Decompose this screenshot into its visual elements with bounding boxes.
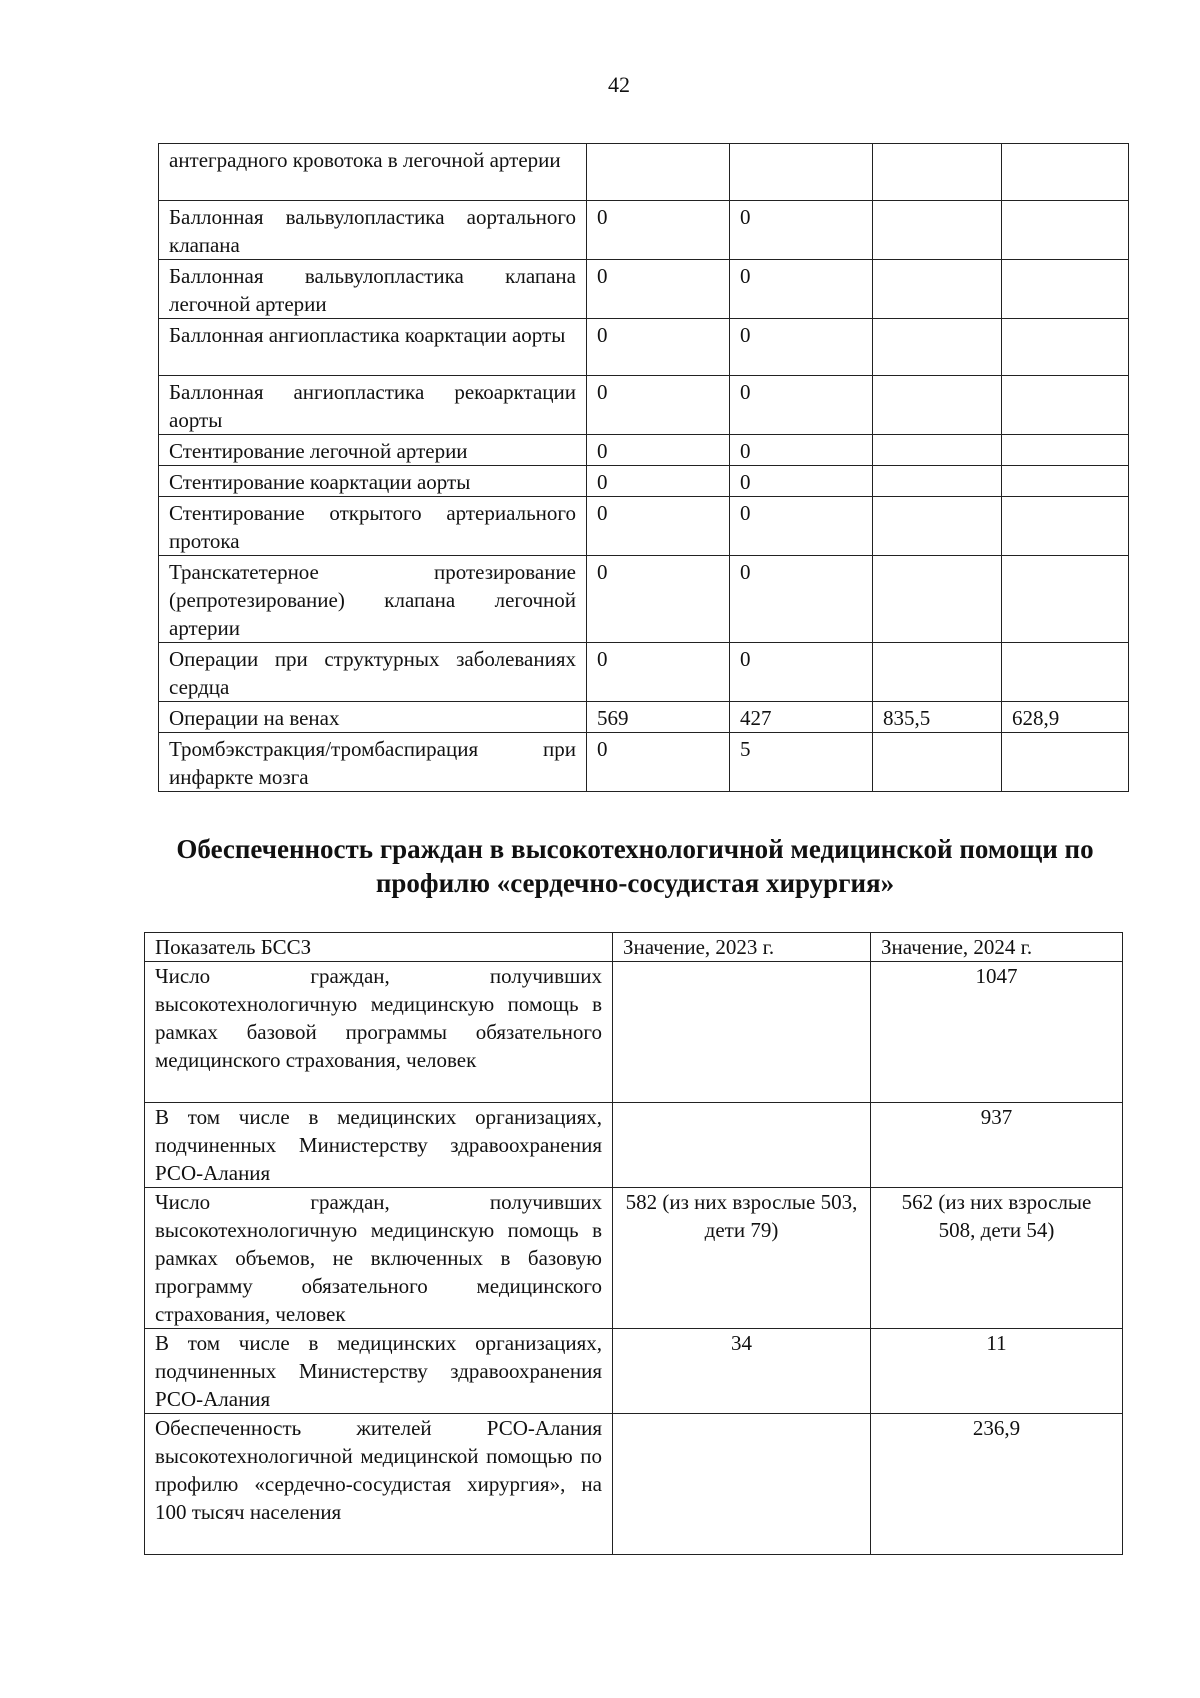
table-row	[145, 1414, 1123, 1555]
procedure-name: Стентирование коарктации аорты	[159, 466, 587, 497]
value-cell	[1002, 376, 1129, 435]
table-row	[159, 733, 1129, 792]
value-cell	[873, 435, 1002, 466]
table-row	[159, 435, 1129, 466]
value-cell: 835,5	[873, 702, 1002, 733]
table-row	[159, 466, 1129, 497]
procedure-name: Операции при структурных заболеваниях сердца	[159, 643, 587, 702]
page-number: 42	[608, 72, 630, 97]
value-cell: 0	[587, 733, 730, 792]
value-cell: 0	[587, 260, 730, 319]
value-cell: 0	[587, 201, 730, 260]
value-cell	[1002, 556, 1129, 643]
column-header-2023: Значение, 2023 г.	[613, 933, 871, 962]
value-2024-cell: 11	[871, 1329, 1123, 1414]
value-cell: 0	[587, 556, 730, 643]
value-cell: 0	[730, 497, 873, 556]
table-row	[145, 962, 1123, 1103]
value-cell	[873, 260, 1002, 319]
value-2024-cell: 937	[871, 1103, 1123, 1188]
value-cell: 0	[730, 376, 873, 435]
procedures-table	[158, 143, 1129, 792]
section-title: Обеспеченность граждан в высокотехнологичной медицинской помощи по профилю «сердечно-сосудистая хирургия»	[176, 834, 1094, 898]
value-2024-cell: 562 (из них взрослые 508, дети 54)	[871, 1188, 1123, 1329]
value-cell: 628,9	[1002, 702, 1129, 733]
value-cell: 0	[730, 260, 873, 319]
procedure-name: Стентирование легочной артерии	[159, 435, 587, 466]
column-header-2024: Значение, 2024 г.	[871, 933, 1123, 962]
value-cell	[873, 201, 1002, 260]
value-cell	[873, 497, 1002, 556]
value-cell: 0	[587, 376, 730, 435]
value-cell	[873, 556, 1002, 643]
value-2024-cell: 236,9	[871, 1414, 1123, 1555]
table-row	[159, 376, 1129, 435]
procedure-name: Тромбэкстракция/тромбаспирация при инфаркте мозга	[159, 733, 587, 792]
value-cell: 0	[587, 497, 730, 556]
value-cell: 0	[730, 466, 873, 497]
procedure-name: Баллонная вальвулопластика клапана легочной артерии	[159, 260, 587, 319]
value-cell	[873, 466, 1002, 497]
indicator-cell: Число граждан, получивших высокотехнологичную медицинскую помощь в рамках объемов, не включенных в базовую программу обязательного медицинского страхования, человек	[145, 1188, 613, 1329]
table-row	[145, 1103, 1123, 1188]
value-cell	[873, 376, 1002, 435]
indicator-cell: Число граждан, получивших высокотехнологичную медицинскую помощь в рамках базовой программы обязательного медицинского страхования, человек	[145, 962, 613, 1103]
value-cell	[1002, 144, 1129, 201]
value-cell	[1002, 319, 1129, 376]
value-2023-cell	[613, 1103, 871, 1188]
table-row	[159, 144, 1129, 201]
table-header-row	[145, 933, 1123, 962]
value-2023-cell: 582 (из них взрослые 503, дети 79)	[613, 1188, 871, 1329]
value-cell: 0	[730, 319, 873, 376]
table-row	[159, 643, 1129, 702]
value-cell	[1002, 201, 1129, 260]
value-2023-cell	[613, 962, 871, 1103]
value-cell	[1002, 435, 1129, 466]
value-cell	[1002, 733, 1129, 792]
value-cell: 0	[587, 435, 730, 466]
indicator-cell: В том числе в медицинских организациях, подчиненных Министерству здравоохранения РСО-Алания	[145, 1103, 613, 1188]
table-row	[159, 702, 1129, 733]
procedure-name: Баллонная ангиопластика коарктации аорты	[159, 319, 587, 376]
table-row	[159, 556, 1129, 643]
table-row	[159, 201, 1129, 260]
indicator-cell: Обеспеченность жителей РСО-Алания высокотехнологичной медицинской помощью по профилю «сердечно-сосудистая хирургия», на 100 тысяч населения	[145, 1414, 613, 1555]
value-cell: 0	[730, 435, 873, 466]
procedure-name: Операции на венах	[159, 702, 587, 733]
value-cell: 0	[587, 643, 730, 702]
value-cell	[873, 733, 1002, 792]
value-cell	[1002, 497, 1129, 556]
procedure-name: Баллонная вальвулопластика аортального клапана	[159, 201, 587, 260]
table-row	[145, 1329, 1123, 1414]
value-cell: 0	[587, 466, 730, 497]
table-row	[159, 497, 1129, 556]
value-cell	[1002, 466, 1129, 497]
value-cell: 569	[587, 702, 730, 733]
value-cell: 427	[730, 702, 873, 733]
value-cell: 0	[730, 201, 873, 260]
procedure-name: Стентирование открытого артериального протока	[159, 497, 587, 556]
value-cell: 0	[587, 319, 730, 376]
value-cell	[873, 643, 1002, 702]
procedure-name: Транскатетерное протезирование (репротезирование) клапана легочной артерии	[159, 556, 587, 643]
indicator-cell: В том числе в медицинских организациях, подчиненных Министерству здравоохранения РСО-Алания	[145, 1329, 613, 1414]
procedure-name: антеградного кровотока в легочной артерии	[159, 144, 587, 201]
value-cell	[587, 144, 730, 201]
value-2023-cell: 34	[613, 1329, 871, 1414]
value-2024-cell: 1047	[871, 962, 1123, 1103]
value-cell	[730, 144, 873, 201]
table-row	[145, 1188, 1123, 1329]
value-cell	[1002, 643, 1129, 702]
table-row	[159, 319, 1129, 376]
value-cell	[873, 144, 1002, 201]
provision-table	[144, 932, 1123, 1555]
value-cell	[873, 319, 1002, 376]
procedure-name: Баллонная ангиопластика рекоарктации аорты	[159, 376, 587, 435]
table-row	[159, 260, 1129, 319]
value-cell: 5	[730, 733, 873, 792]
value-2023-cell	[613, 1414, 871, 1555]
column-header-indicator: Показатель БССЗ	[145, 933, 613, 962]
value-cell: 0	[730, 643, 873, 702]
value-cell: 0	[730, 556, 873, 643]
value-cell	[1002, 260, 1129, 319]
